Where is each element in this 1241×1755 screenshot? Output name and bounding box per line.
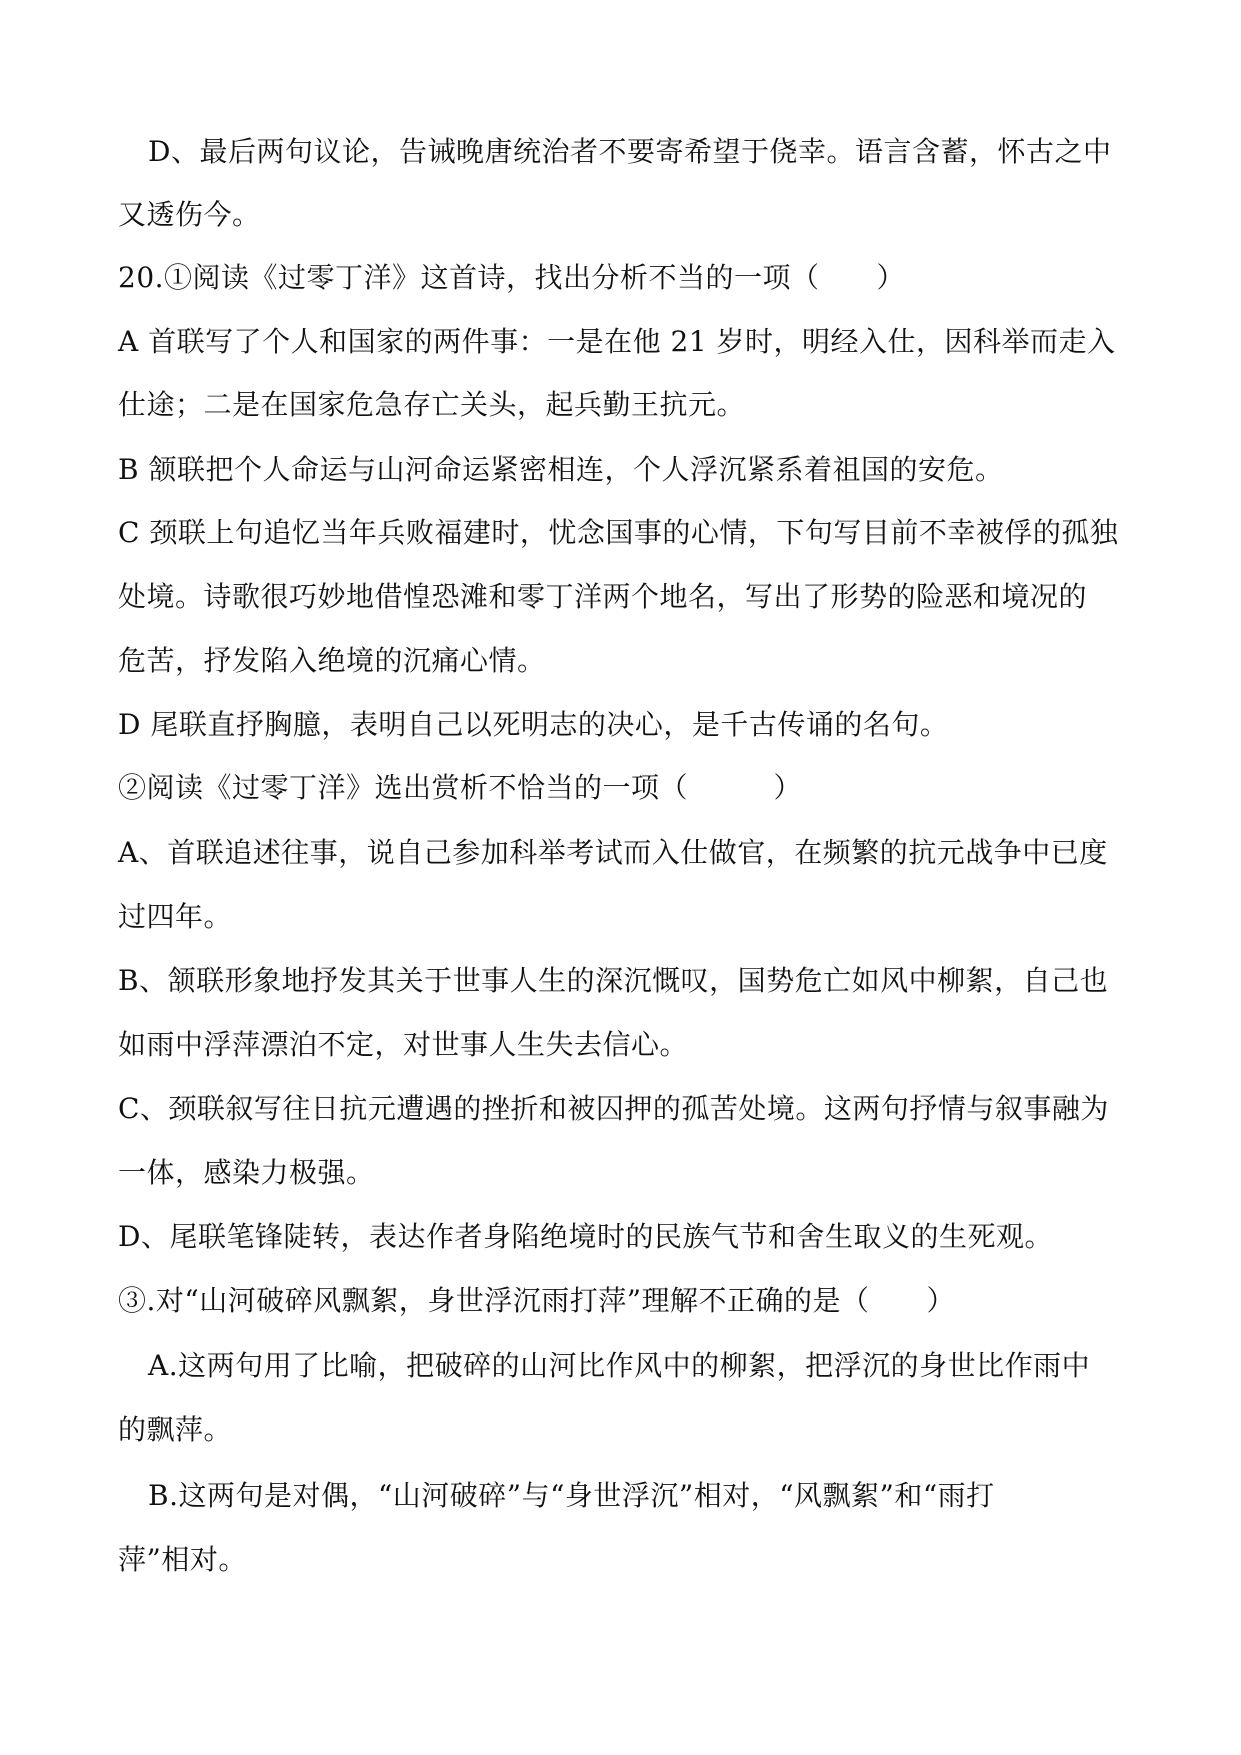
q20-3-option-b-line-2: 萍”相对。 [118,1543,247,1576]
question-20-2-heading: ②阅读《过零丁洋》选出赏析不恰当的一项（ ） [118,771,803,804]
q20-2-option-d: D、尾联笔锋陡转，表达作者身陷绝境时的民族气节和舍生取义的生死观。 [118,1220,1053,1253]
q20-3-option-a-line-1: A.这两句用了比喻，把破碎的山河比作风中的柳絮，把浮沉的身世比作雨中 [148,1349,1091,1382]
q20-1-option-b: B 颔联把个人命运与山河命运紧密相连，个人浮沉紧系着祖国的安危。 [118,453,1004,486]
q20-1-option-d: D 尾联直抒胸臆，表明自己以死明志的决心，是千古传诵的名句。 [118,708,949,741]
question-20-1-heading: 20.①阅读《过零丁洋》这首诗，找出分析不当的一项（ ） [118,261,906,294]
q20-2-option-c-line-2: 一体，感染力极强。 [118,1156,375,1189]
q20-2-option-b-line-1: B、颔联形象地抒发其关于世事人生的深沉慨叹，国势危亡如风中柳絮，自己也 [118,964,1109,997]
q20-1-option-c-line-1: C 颈联上句追忆当年兵败福建时，忧念国事的心情，下句写目前不幸被俘的孤独 [118,516,1119,549]
q20-2-option-a-line-2: 过四年。 [118,900,233,933]
q20-3-option-a-line-2: 的飘萍。 [118,1413,233,1446]
option-d-line-1: D、最后两句议论，告诫晚唐统治者不要寄希望于侥幸。语言含蓄，怀古之中 [148,135,1112,168]
q20-3-option-b-line-1: B.这两句是对偶，“山河破碎”与“身世浮沉”相对，“风飘絮”和“雨打 [148,1479,995,1512]
q20-2-option-c-line-1: C、颈联叙写往日抗元遭遇的挫折和被囚押的孤苦处境。这两句抒情与叙事融为 [118,1092,1109,1125]
q20-1-option-a-line-2: 仕途；二是在国家危急存亡关头，起兵勤王抗元。 [118,388,746,421]
question-20-3-heading: ③.对“山河破碎风飘絮，身世浮沉雨打萍”理解不正确的是（ ） [118,1284,956,1317]
q20-2-option-a-line-1: A、首联追述往事，说自己参加科举考试而入仕做官，在频繁的抗元战争中已度 [118,836,1108,869]
q20-1-option-c-line-2: 处境。诗歌很巧妙地借惶恐滩和零丁洋两个地名，写出了形势的险恶和境况的 [118,580,1088,613]
option-d-line-2: 又透伤今。 [118,198,261,231]
q20-1-option-a-line-1: A 首联写了个人和国家的两件事：一是在他 21 岁时，明经入仕，因科举而走入 [118,325,1116,358]
q20-2-option-b-line-2: 如雨中浮萍漂泊不定，对世事人生失去信心。 [118,1028,689,1061]
q20-1-option-c-line-3: 危苦，抒发陷入绝境的沉痛心情。 [118,644,546,677]
